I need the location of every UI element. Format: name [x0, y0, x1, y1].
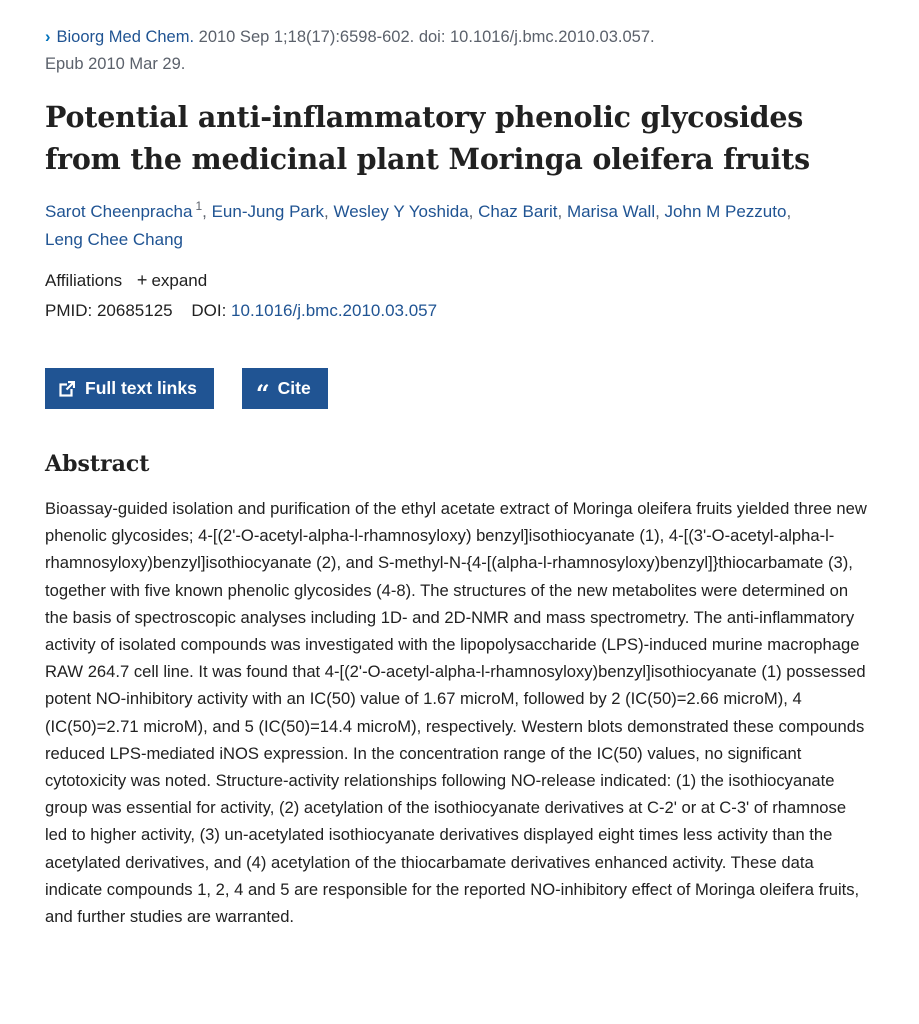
pmid-label: PMID:	[45, 301, 93, 320]
journal-link[interactable]: Bioorg Med Chem.	[56, 28, 195, 46]
citation-line	[45, 24, 875, 78]
action-buttons	[45, 368, 875, 409]
affiliation-number[interactable]: 1	[195, 199, 203, 214]
chevron-right-icon[interactable]: ›	[45, 28, 51, 46]
full-text-links-button[interactable]	[45, 368, 214, 409]
plus-icon: +	[136, 270, 148, 290]
affiliations-label: Affiliations	[45, 271, 123, 290]
full-text-links-label: Full text links	[85, 378, 197, 398]
article-page	[45, 24, 875, 930]
epub-date: Epub 2010 Mar 29.	[45, 55, 186, 73]
quote-icon: “	[255, 378, 270, 408]
expand-label: expand	[151, 271, 208, 290]
author-link[interactable]: Leng Chee Chang	[45, 230, 184, 249]
author-link[interactable]: Marisa Wall	[566, 202, 656, 221]
doi-label: DOI:	[191, 301, 227, 320]
cite-button[interactable]	[242, 368, 328, 409]
cite-label: Cite	[277, 378, 311, 398]
affiliations-row	[45, 266, 875, 295]
identifiers-row	[45, 297, 875, 325]
pmid-value: 20685125	[96, 301, 173, 320]
author-link[interactable]: Chaz Barit	[478, 202, 558, 221]
author-link[interactable]: Eun-Jung Park	[211, 202, 325, 221]
author-list: Sarot Cheenpracha $^1$, Eun-Jung Park, Wesley Y Yoshida, Chaz Barit, Marisa Wall, John M Pezzuto, Leng Chee Chang	[45, 199, 792, 249]
author-link[interactable]: Sarot Cheenpracha	[45, 202, 193, 221]
author-link[interactable]: Wesley Y Yoshida	[333, 202, 469, 221]
citation-details: 2010 Sep 1;18(17):6598-602. doi: 10.1016/j.bmc.2010.03.057.	[194, 28, 655, 46]
abstract-heading: Abstract	[45, 451, 150, 477]
article-title: Potential anti-inflammatory phenolic glycosides from the medicinal plant Moringa oleifera fruits	[45, 100, 810, 176]
external-link-icon	[59, 381, 75, 397]
author-link[interactable]: John M Pezzuto	[664, 202, 787, 221]
affiliations-expand-toggle[interactable]	[137, 271, 207, 290]
doi-link[interactable]: 10.1016/j.bmc.2010.03.057	[231, 301, 438, 320]
abstract-text: Bioassay-guided isolation and purification of the ethyl acetate extract of Moringa oleifera fruits yielded three new phenolic glycosides; 4-[(2'-O-acetyl-alpha-l-rhamnosyloxy) benzyl]isothiocyanate (1), 4-[(3'-O-acetyl-alpha-l-rhamnosyloxy)benzyl]isothiocyanate (2), and S-methyl-N-{4-[(alpha-l-rhamnosyloxy)benzyl]}thiocarbamate (3), together with five known phenolic glycosides (4-8). The structures of the new metabolites were determined on the basis of spectroscopic analyses including 1D- and 2D-NMR and mass spectrometry. The anti-inflammatory activity of isolated compounds was investigated with the lipopolysaccharide (LPS)-induced murine macrophage RAW 264.7 cell line. It was found that 4-[(2'-O-acetyl-alpha-l-rhamnosyloxy)benzyl]isothiocyanate (1) possessed potent NO-inhibitory activity with an IC(50) value of 1.67 microM, followed by 2 (IC(50)=2.66 microM), 4 (IC(50)=2.71 microM), and 5 (IC(50)=14.4 microM), respectively. Western blots demonstrated these compounds reduced LPS-mediated iNOS expression. In the concentration range of the IC(50) values, no significant cytotoxicity was noted. Structure-activity relationships following NO-release indicated: (1) the isothiocyanate group was essential for activity, (2) acetylation of the isothiocyanate derivatives at C-2' or at C-3' of rhamnose led to higher activity, (3) un-acetylated isothiocyanate derivatives displayed eight times less activity than the acetylated derivatives, and (4) acetylation of the thiocarbamate derivatives enhanced activity. These data indicate compounds 1, 2, 4 and 5 are responsible for the reported NO-inhibitory effect of Moringa oleifera fruits, and further studies are warranted.	[45, 499, 867, 927]
